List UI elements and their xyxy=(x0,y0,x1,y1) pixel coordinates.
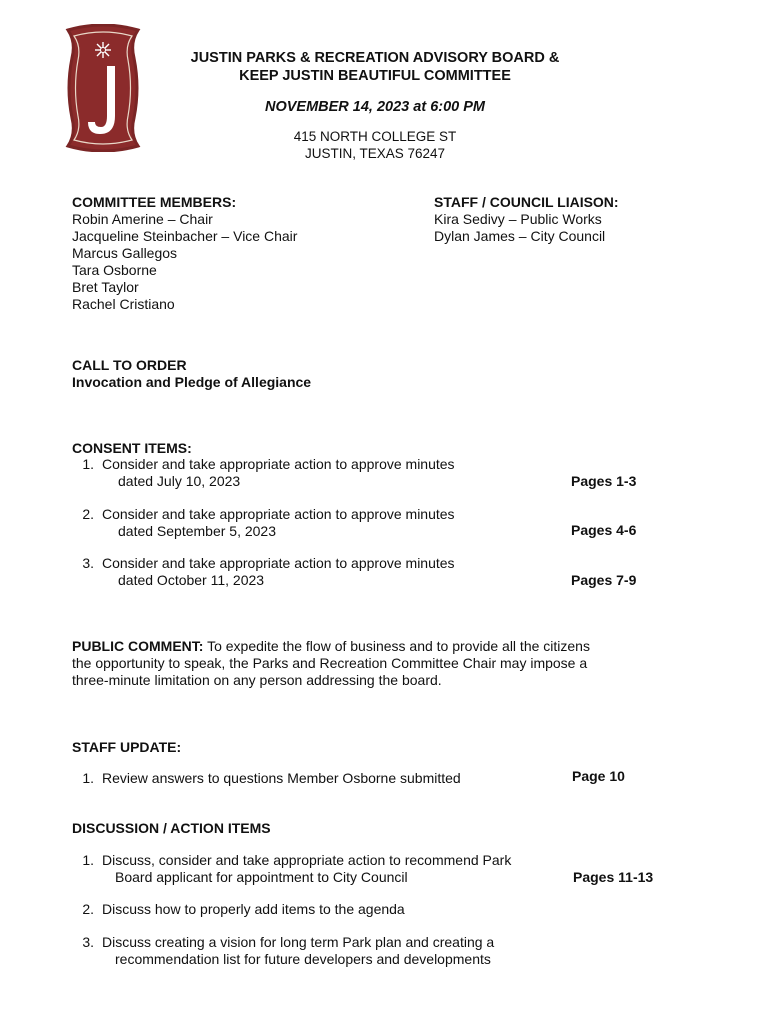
item-text: Consider and take appropriate action to approve minutes xyxy=(102,555,455,571)
logo-shield-icon xyxy=(60,24,146,152)
item-number: 3. xyxy=(82,934,94,950)
committee-members xyxy=(72,194,297,313)
public-comment xyxy=(72,638,590,689)
item-number: 1. xyxy=(82,852,94,868)
public-comment-line-2: the opportunity to speak, the Parks and Recreation Committee Chair may impose a xyxy=(72,655,588,671)
item-text: Discuss, consider and take appropriate action to recommend Park xyxy=(102,852,512,868)
item-text-cont: dated July 10, 2023 xyxy=(118,473,241,489)
member-1: Robin Amerine – Chair xyxy=(72,211,213,227)
consent-item-3 xyxy=(72,555,455,589)
item-number: 2. xyxy=(82,901,94,917)
discussion-item-3 xyxy=(72,934,494,968)
item-text: Discuss creating a vision for long term Park plan and creating a xyxy=(102,934,495,950)
title-line-2: KEEP JUSTIN BEAUTIFUL COMMITTEE xyxy=(239,68,511,84)
item-number: 2. xyxy=(82,506,94,522)
member-3: Marcus Gallegos xyxy=(72,245,178,261)
member-5: Bret Taylor xyxy=(72,279,139,295)
committee-members-heading: COMMITTEE MEMBERS: xyxy=(72,194,237,210)
consent-item-1 xyxy=(72,456,455,490)
public-comment-line-3: three-minute limitation on any person addressing the board. xyxy=(72,672,442,688)
item-text-cont: dated September 5, 2023 xyxy=(118,523,277,539)
discussion-item-2 xyxy=(72,901,405,918)
staff-council-liaison xyxy=(434,194,619,245)
item-text: Consider and take appropriate action to approve minutes xyxy=(102,456,455,472)
liaison-1: Kira Sedivy – Public Works xyxy=(434,211,602,227)
discussion-heading: DISCUSSION / ACTION ITEMS xyxy=(72,820,271,836)
meeting-datetime: NOVEMBER 14, 2023 at 6:00 PM xyxy=(264,99,485,115)
justin-logo xyxy=(60,24,146,152)
member-4: Tara Osborne xyxy=(72,262,157,278)
staff-update-item-1-pages: Page 10 xyxy=(572,768,625,784)
discussion-item-1-pages: Pages 11-13 xyxy=(573,869,654,885)
staff-update-heading: STAFF UPDATE: xyxy=(72,739,182,755)
consent-item-2 xyxy=(72,506,455,540)
item-number: 3. xyxy=(82,555,94,571)
member-2: Jacqueline Steinbacher – Vice Chair xyxy=(72,228,298,244)
item-text: Review answers to questions Member Osborne submitted xyxy=(102,770,461,786)
liaison-heading: STAFF / COUNCIL LIAISON: xyxy=(434,194,619,210)
item-text-cont: dated October 11, 2023 xyxy=(118,572,265,588)
consent-items-heading: CONSENT ITEMS: xyxy=(72,440,192,456)
consent-item-2-pages: Pages 4-6 xyxy=(571,522,637,538)
liaison-2: Dylan James – City Council xyxy=(434,228,606,244)
item-number: 1. xyxy=(82,456,94,472)
item-text: Consider and take appropriate action to approve minutes xyxy=(102,506,455,522)
item-text-cont: Board applicant for appointment to City Council xyxy=(115,869,408,885)
address-line-1: 415 NORTH COLLEGE ST xyxy=(293,129,457,144)
public-comment-text: To expedite the flow of business and to provide all the citizens xyxy=(203,638,590,654)
item-number: 1. xyxy=(82,770,94,786)
call-to-order xyxy=(72,357,311,391)
consent-item-1-pages: Pages 1-3 xyxy=(571,473,637,489)
item-text: Discuss how to properly add items to the agenda xyxy=(102,901,405,917)
board-title xyxy=(150,49,600,85)
consent-item-3-pages: Pages 7-9 xyxy=(571,572,637,588)
address-line-2: JUSTIN, TEXAS 76247 xyxy=(304,146,446,161)
staff-update-item-1 xyxy=(72,770,461,787)
discussion-item-1 xyxy=(72,852,511,886)
meeting-address xyxy=(150,128,600,162)
member-6: Rachel Cristiano xyxy=(72,296,175,312)
title-line-1: JUSTIN PARKS & RECREATION ADVISORY BOARD & xyxy=(190,50,560,66)
call-to-order-heading: CALL TO ORDER xyxy=(72,357,187,373)
public-comment-label: PUBLIC COMMENT: xyxy=(72,638,204,654)
item-text-cont: recommendation list for future developers and developments xyxy=(115,951,491,967)
invocation-line: Invocation and Pledge of Allegiance xyxy=(72,374,312,390)
